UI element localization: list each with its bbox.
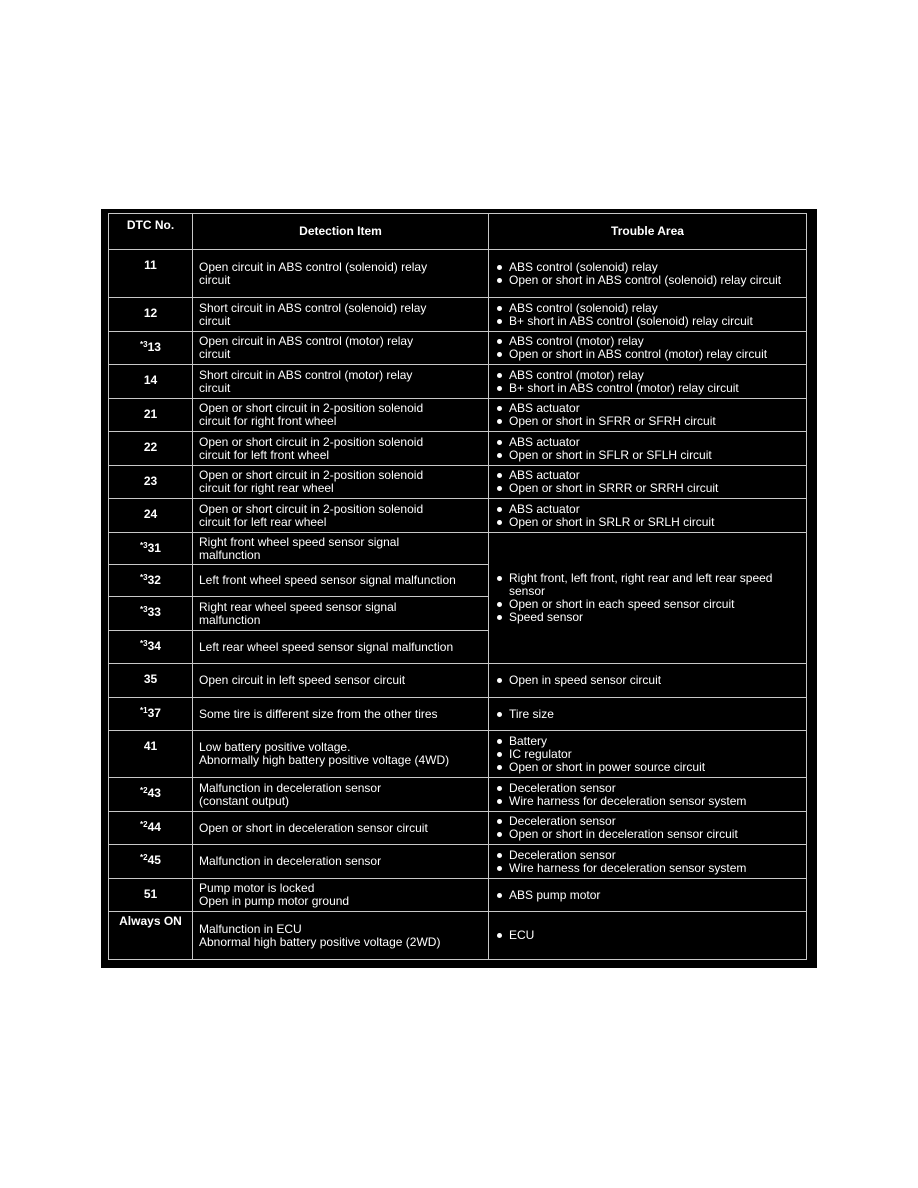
trouble-bullet-item: ABS control (solenoid) relay	[495, 261, 800, 274]
dtc-code-text: 14	[143, 373, 158, 387]
dtc-code-text: Always ON	[119, 914, 182, 928]
trouble-list	[495, 335, 800, 361]
dtc-code	[109, 845, 193, 879]
trouble-bullet-item: Open or short in deceleration sensor circuit	[495, 828, 800, 841]
trouble-bullet-item: Wire harness for deceleration sensor system	[495, 795, 800, 808]
trouble-bullet-item: ABS actuator	[495, 503, 800, 516]
dtc-code-text: 33	[147, 605, 161, 619]
table-row	[109, 698, 807, 731]
dtc-code	[109, 597, 193, 631]
trouble-bullet-item: ABS actuator	[495, 469, 800, 482]
trouble-list	[495, 302, 800, 328]
trouble-bullet-item: Right front, left front, right rear and left rear speed sensor	[495, 572, 800, 598]
footnote-marker: *2	[140, 820, 148, 829]
table-body	[109, 250, 807, 960]
detection-line: Open or short in deceleration sensor circuit	[199, 820, 428, 835]
trouble-list	[495, 674, 800, 687]
table-row	[109, 466, 807, 499]
detection-item	[193, 365, 489, 399]
detection-line: circuit	[199, 272, 231, 287]
header-dtc-no: DTC No.	[109, 214, 193, 250]
dtc-code-text: 32	[147, 573, 161, 587]
detection-item	[193, 597, 489, 631]
dtc-code	[109, 432, 193, 466]
detection-item	[193, 912, 489, 960]
trouble-bullet-item: Deceleration sensor	[495, 849, 800, 862]
table-row	[109, 432, 807, 466]
table-row	[109, 332, 807, 365]
header-row	[109, 214, 807, 250]
dtc-code	[109, 533, 193, 565]
trouble-bullet-item: ECU	[495, 929, 800, 942]
trouble-list	[495, 708, 800, 721]
detection-item	[193, 812, 489, 845]
trouble-area	[489, 731, 807, 778]
detection-item	[193, 698, 489, 731]
detection-item	[193, 332, 489, 365]
trouble-bullet-item: Open or short in SFRR or SFRH circuit	[495, 415, 800, 428]
dtc-code-text: 44	[147, 820, 161, 834]
dtc-code	[109, 778, 193, 812]
trouble-bullet-item: Open or short in SFLR or SFLH circuit	[495, 449, 800, 462]
detection-line: Right rear wheel speed sensor signal	[199, 599, 397, 614]
dtc-code-text: 24	[143, 507, 158, 521]
trouble-list	[495, 849, 800, 875]
trouble-area	[489, 432, 807, 466]
dtc-code-text: 12	[143, 306, 158, 320]
detection-line: circuit	[199, 313, 231, 328]
detection-item	[193, 466, 489, 499]
detection-item	[193, 731, 489, 778]
trouble-area	[489, 499, 807, 533]
dtc-code	[109, 812, 193, 845]
trouble-list	[495, 889, 800, 902]
detection-line: circuit for left rear wheel	[199, 514, 327, 529]
trouble-area	[489, 466, 807, 499]
trouble-list	[495, 503, 800, 529]
detection-item	[193, 631, 489, 664]
trouble-area	[489, 332, 807, 365]
dtc-code-text: 41	[143, 739, 158, 753]
dtc-code	[109, 332, 193, 365]
detection-line: Short circuit in ABS control (solenoid) relay	[199, 300, 427, 315]
detection-line: malfunction	[199, 547, 261, 562]
trouble-area	[489, 365, 807, 399]
detection-item	[193, 250, 489, 298]
detection-item	[193, 565, 489, 597]
trouble-bullet-item: Open or short in SRLR or SRLH circuit	[495, 516, 800, 529]
footnote-marker: *2	[140, 786, 148, 795]
dtc-code-text: 13	[147, 340, 161, 354]
trouble-bullet-item: Open or short in SRRR or SRRH circuit	[495, 482, 800, 495]
trouble-list	[495, 572, 800, 624]
table-row	[109, 499, 807, 533]
footnote-marker: *3	[140, 541, 148, 550]
trouble-area	[489, 912, 807, 960]
trouble-bullet-item: ABS pump motor	[495, 889, 800, 902]
footnote-marker: *3	[140, 605, 148, 614]
trouble-list	[495, 782, 800, 808]
table-row	[109, 365, 807, 399]
dtc-code	[109, 698, 193, 731]
trouble-list	[495, 261, 800, 287]
trouble-bullet-item: Speed sensor	[495, 611, 800, 624]
trouble-bullet-item: ABS actuator	[495, 436, 800, 449]
dtc-code	[109, 664, 193, 698]
detection-line: circuit for left front wheel	[199, 447, 330, 462]
detection-line: Left front wheel speed sensor signal malfunction	[199, 573, 456, 587]
dtc-code	[109, 879, 193, 912]
dtc-code-text: 21	[143, 407, 158, 421]
trouble-area	[489, 812, 807, 845]
trouble-list	[495, 436, 800, 462]
dtc-code	[109, 912, 193, 960]
footnote-marker: *2	[140, 853, 148, 862]
trouble-list	[495, 369, 800, 395]
trouble-area	[489, 879, 807, 912]
trouble-bullet-item: Open or short in each speed sensor circuit	[495, 598, 800, 611]
dtc-code-text: 51	[143, 887, 158, 901]
trouble-list	[495, 735, 800, 774]
detection-line: circuit	[199, 380, 231, 395]
detection-item	[193, 499, 489, 533]
dtc-code	[109, 298, 193, 332]
detection-line: Open circuit in ABS control (solenoid) relay	[199, 259, 428, 274]
trouble-area	[489, 533, 807, 664]
trouble-area	[489, 778, 807, 812]
header-trouble-area: Trouble Area	[489, 214, 807, 250]
trouble-list	[495, 929, 800, 942]
detection-item	[193, 879, 489, 912]
detection-item	[193, 778, 489, 812]
trouble-bullet-item: Open or short in ABS control (motor) relay circuit	[495, 348, 800, 361]
detection-item	[193, 533, 489, 565]
dtc-code	[109, 499, 193, 533]
dtc-code-text: 11	[144, 258, 157, 272]
table-row	[109, 250, 807, 298]
table-row	[109, 879, 807, 912]
trouble-bullet-item: Battery	[495, 735, 800, 748]
table-row	[109, 912, 807, 960]
trouble-area	[489, 399, 807, 432]
dtc-code	[109, 365, 193, 399]
trouble-bullet-item: Open in speed sensor circuit	[495, 674, 800, 687]
detection-line: circuit for right front wheel	[199, 414, 337, 428]
table-row	[109, 731, 807, 778]
table-row	[109, 812, 807, 845]
detection-line: Open or short circuit in 2-position solenoid	[199, 468, 424, 482]
detection-line: Abnormal high battery positive voltage (2WD)	[199, 934, 441, 949]
trouble-area	[489, 845, 807, 879]
table-row	[109, 298, 807, 332]
table-row	[109, 533, 807, 565]
trouble-bullet-item: ABS control (motor) relay	[495, 335, 800, 348]
detection-line: Open or short circuit in 2-position solenoid	[199, 434, 424, 449]
footnote-marker: *1	[140, 706, 148, 715]
detection-line: Low battery positive voltage.	[199, 740, 351, 754]
dtc-code-text: 22	[143, 440, 158, 454]
detection-line: Open or short circuit in 2-position solenoid	[199, 401, 424, 415]
dtc-table-panel	[101, 209, 817, 968]
trouble-bullet-item: Open or short in power source circuit	[495, 761, 800, 774]
trouble-area	[489, 250, 807, 298]
detection-line: Open circuit in left speed sensor circuit	[199, 673, 406, 687]
detection-item	[193, 664, 489, 698]
table-row	[109, 664, 807, 698]
trouble-bullet-item: IC regulator	[495, 748, 800, 761]
footnote-marker: *3	[140, 639, 148, 648]
detection-line: Malfunction in ECU	[199, 921, 302, 936]
dtc-code-text: 37	[147, 706, 161, 720]
trouble-bullet-item: ABS actuator	[495, 402, 800, 415]
header-detection-item: Detection Item	[193, 214, 489, 250]
trouble-area	[489, 298, 807, 332]
footnote-marker: *3	[140, 573, 148, 582]
dtc-code	[109, 631, 193, 664]
detection-line: Abnormally high battery positive voltage (4WD)	[199, 753, 450, 767]
dtc-code	[109, 399, 193, 432]
detection-line: Open in pump motor ground	[199, 894, 350, 908]
trouble-bullet-item: B+ short in ABS control (motor) relay circuit	[495, 382, 800, 395]
dtc-code-text: 43	[147, 786, 161, 800]
dtc-code	[109, 466, 193, 499]
detection-line: Some tire is different size from the other tires	[199, 706, 438, 721]
detection-line: Open or short circuit in 2-position solenoid	[199, 501, 424, 516]
footnote-marker: *3	[140, 340, 148, 349]
detection-line: malfunction	[199, 612, 261, 627]
trouble-bullet-item: Deceleration sensor	[495, 815, 800, 828]
detection-line: (constant output)	[199, 793, 290, 808]
detection-line: Malfunction in deceleration sensor	[199, 854, 382, 868]
trouble-bullet-item: ABS control (solenoid) relay	[495, 302, 800, 315]
trouble-bullet-item: Tire size	[495, 708, 800, 721]
dtc-code-text: 31	[147, 541, 161, 555]
trouble-area	[489, 664, 807, 698]
detection-line: Open circuit in ABS control (motor) relay	[199, 334, 414, 348]
dtc-code	[109, 565, 193, 597]
detection-item	[193, 432, 489, 466]
dtc-code-text: 45	[147, 853, 161, 867]
table-row	[109, 845, 807, 879]
trouble-bullet-item: B+ short in ABS control (solenoid) relay circuit	[495, 315, 800, 328]
trouble-list	[495, 402, 800, 428]
detection-line: circuit for right rear wheel	[199, 481, 334, 495]
detection-line: Right front wheel speed sensor signal	[199, 534, 400, 549]
dtc-table	[108, 213, 807, 960]
table-row	[109, 399, 807, 432]
trouble-area	[489, 698, 807, 731]
trouble-list	[495, 469, 800, 495]
detection-line: Malfunction in deceleration sensor	[199, 780, 382, 795]
dtc-code-text: 34	[147, 639, 161, 653]
detection-line: Pump motor is locked	[199, 881, 315, 895]
trouble-bullet-item: Wire harness for deceleration sensor system	[495, 862, 800, 875]
detection-line: circuit	[199, 347, 231, 361]
detection-line: Short circuit in ABS control (motor) relay	[199, 367, 413, 382]
trouble-bullet-item: Deceleration sensor	[495, 782, 800, 795]
dtc-code	[109, 731, 193, 778]
trouble-bullet-item: ABS control (motor) relay	[495, 369, 800, 382]
detection-item	[193, 845, 489, 879]
trouble-list	[495, 815, 800, 841]
dtc-code-text: 35	[143, 672, 158, 686]
detection-item	[193, 298, 489, 332]
dtc-code	[109, 250, 193, 298]
detection-item	[193, 399, 489, 432]
table-row	[109, 778, 807, 812]
trouble-bullet-item: Open or short in ABS control (solenoid) relay circuit	[495, 274, 800, 287]
dtc-code-text: 23	[143, 474, 158, 488]
detection-line: Left rear wheel speed sensor signal malfunction	[199, 639, 454, 654]
